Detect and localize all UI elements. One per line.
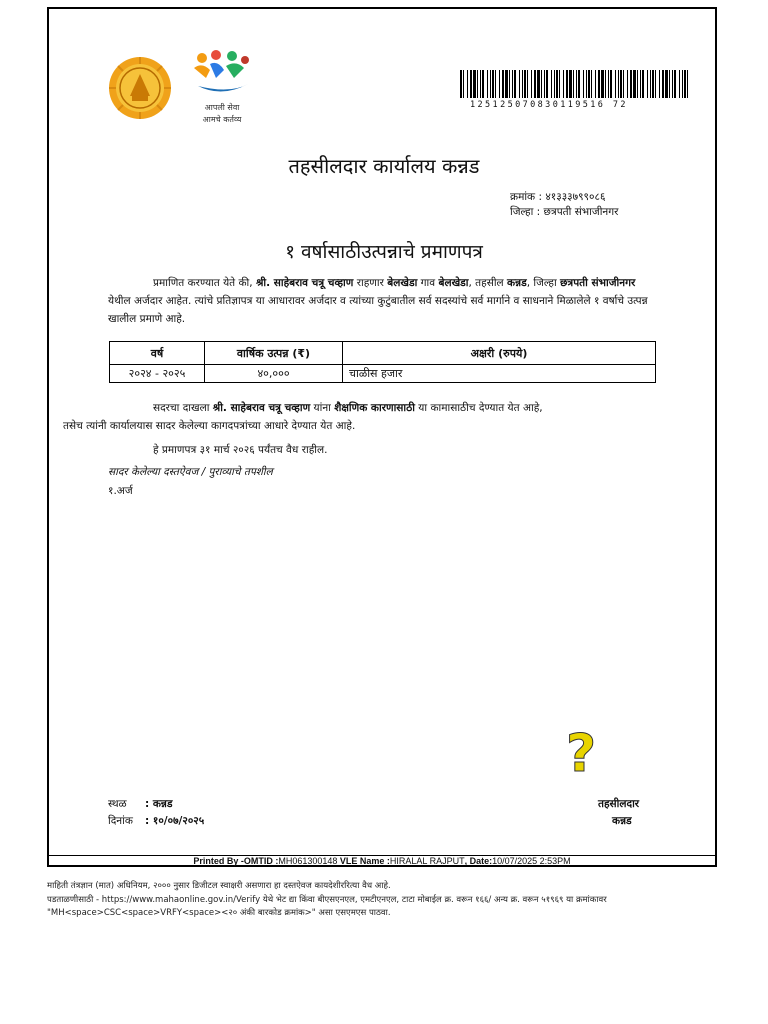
barcode — [460, 70, 690, 98]
income-table — [109, 341, 656, 383]
place-value: : कन्नड — [145, 798, 173, 810]
certificate-paragraph-2: सदरचा दाखला श्री. साहेबराव चत्रू चव्हाण यांना शैक्षणिक कारणासाठी या कामासाठीच देण्यात येत आहे, तसेच त्यांनी कार्यालयास सादर केलेल्या कागदपत्रांच्या आधारे देण्यात येत आहे. — [63, 402, 543, 432]
office-title: तहसीलदार कार्यालय कन्नड — [288, 154, 480, 178]
maharashtra-seal-icon — [108, 56, 172, 120]
footer-sms-text: "MH<space>CSC<space>VRFY<space><२० अंकी बारकोड क्रमांक>" असा एसएमएस पाठवा. — [47, 908, 391, 918]
signatory-title: तहसीलदार — [598, 798, 640, 810]
income-cell: ४०,००० — [205, 365, 343, 383]
tehsil: कन्नड — [507, 277, 527, 289]
purpose: शैक्षणिक कारणासाठी — [334, 402, 415, 414]
village: बेलखेडा — [438, 277, 469, 289]
words-cell: चाळीस हजार — [343, 365, 656, 383]
footer-legal-text: माहिती तंत्रज्ञान (मात) अधिनियम, २००० नुसार डिजीटल स्वाक्षरी असणारा हा दस्तऐवज कायदेशीररित्या वैध आहे. — [47, 881, 391, 891]
aaple-sarkar-logo — [190, 48, 254, 130]
certificate-number: क्रमांक : ४१३३३७९९०८६ — [510, 191, 606, 203]
document-item: १.अर्ज — [108, 485, 133, 497]
validity-text: हे प्रमाणपत्र ३१ मार्च २०२६ पर्यंतच वैध राहील. — [153, 444, 328, 456]
question-mark-icon: ? — [566, 724, 597, 784]
date-label: दिनांक — [108, 815, 133, 827]
aaple-seva-text: आपली सेवा — [204, 103, 240, 112]
residence-village: बेलखेडा — [387, 277, 418, 289]
table-row — [110, 365, 656, 383]
barcode-number: 125125070830119516 72 — [470, 100, 628, 110]
printed-by-line: Printed By -OMTID :MH061300148 VLE Name :HIRALAL RAJPUT, Date:10/07/2025 2:53PM — [193, 856, 571, 866]
documents-heading: सादर केलेल्या दस्तऐवज / पुराव्याचे तपशील — [108, 466, 273, 478]
district-name: छत्रपती संभाजीनगर — [560, 277, 636, 289]
footer-verify-text: पडताळणीसाठी - https://www.mahaonline.gov.in/Verify येथे भेट द्या किंवा बीएसएनएल, एमटीएनएल, टाटा मोबाईल क्र. वरून १६६/ अन्य क्र. वरून ५१९६९ या क्रमांकावर — [47, 895, 607, 905]
certificate-title: १ वर्षासाठीउत्पन्नाचे प्रमाणपत्र — [285, 241, 483, 263]
district: जिल्हा : छत्रपती संभाजीनगर — [510, 206, 619, 218]
certificate-paragraph-1: प्रमाणित करण्यात येते की, श्री. साहेबराव चत्रू चव्हाण राहणार बेलखेडा गाव बेलखेडा, तहसील कन्नड, जिल्हा छत्रपती संभाजीनगर येथील अर्जदार आहेत. त्यांचे प्रतिज्ञापत्र या आधारावर अर्जदार व त्यांच्या कुटुंबातील सर्व सदस्यांचे सर्व मार्गाने व साधनाने मिळालेले १ वर्षाचे उत्पन्न खालील प्रमाणे आहे. — [108, 277, 648, 325]
applicant-name: श्री. साहेबराव चत्रू चव्हाण — [255, 277, 354, 289]
col-words-header: अक्षरी (रुपये) — [343, 342, 656, 365]
signatory-place: कन्नड — [612, 815, 632, 827]
place-label: स्थळ — [108, 798, 127, 810]
aamche-kartavya-text: आमचे कर्तव्य — [202, 115, 242, 124]
col-year-header: वर्ष — [110, 342, 205, 365]
date-value: : १०/०७/२०२५ — [145, 815, 205, 827]
col-income-header: वार्षिक उत्पन्न (₹) — [205, 342, 343, 365]
certificate-border — [47, 7, 717, 867]
applicant-name-2: श्री. साहेबराव चत्रू चव्हाण — [212, 402, 311, 414]
year-cell: २०२४ - २०२५ — [110, 365, 205, 383]
